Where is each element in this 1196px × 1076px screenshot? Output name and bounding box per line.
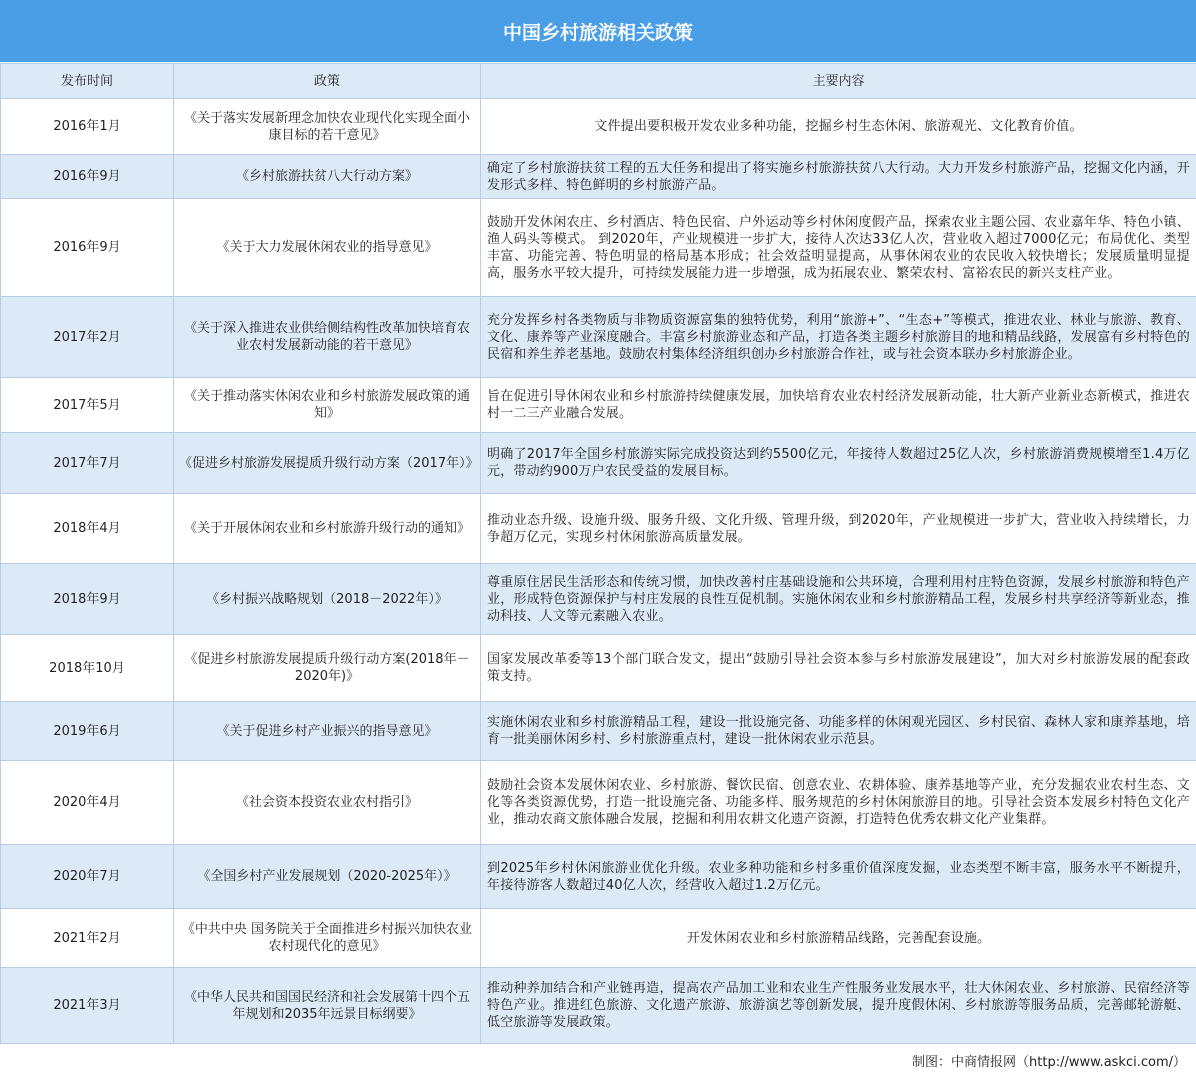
table-row — [1, 702, 1196, 761]
row-date: 2019年6月 — [1, 702, 174, 761]
row-policy: 《中共中央 国务院关于全面推进乡村振兴加快农业农村现代化的意见》 — [174, 909, 481, 968]
row-policy: 《关于开展休闲农业和乡村旅游升级行动的通知》 — [174, 494, 481, 564]
table-row — [1, 968, 1196, 1044]
row-content: 到2025年乡村休闲旅游业优化升级。农业多种功能和乡村多重价值深度发掘，业态类型不断丰富，服务水平不断提升，年接待游客人数超过40亿人次，经营收入超过1.2万亿元。 — [481, 845, 1196, 909]
row-policy: 《关于大力发展休闲农业的指导意见》 — [174, 199, 481, 297]
row-content: 充分发挥乡村各类物质与非物质资源富集的独特优势，利用“旅游+”、“生态+”等模式，推进农业、林业与旅游、教育、文化、康养等产业深度融合。丰富乡村旅游业态和产品，打造各类主题乡村旅游目的地和精品线路，发展富有乡村特色的民宿和养生养老基地。鼓励农村集体经济组织创办乡村旅游合作社，或与社会资本联办乡村旅游企业。 — [481, 297, 1196, 378]
policy-table — [0, 63, 1196, 1044]
row-content: 实施休闲农业和乡村旅游精品工程，建设一批设施完备、功能多样的休闲观光园区、乡村民宿、森林人家和康养基地，培育一批美丽休闲乡村、乡村旅游重点村，建设一批休闲农业示范县。 — [481, 702, 1196, 761]
table-row — [1, 761, 1196, 845]
table-row — [1, 99, 1196, 155]
row-date: 2020年7月 — [1, 845, 174, 909]
row-content: 尊重原住居民生活形态和传统习惯，加快改善村庄基础设施和公共环境，合理利用村庄特色资源，发展乡村旅游和特色产业，形成特色资源保护与村庄发展的良性互促机制。实施休闲农业和乡村旅游精品工程，发展乡村共享经济等新业态，推动科技、人文等元素融入农业。 — [481, 564, 1196, 635]
row-date: 2017年2月 — [1, 297, 174, 378]
row-policy: 《关于推动落实休闲农业和乡村旅游发展政策的通知》 — [174, 378, 481, 433]
table-header-row — [1, 64, 1196, 99]
row-policy: 《乡村振兴战略规划（2018－2022年）》 — [174, 564, 481, 635]
row-date: 2021年3月 — [1, 968, 174, 1044]
row-date: 2020年4月 — [1, 761, 174, 845]
row-content: 明确了2017年全国乡村旅游实际完成投资达到约5500亿元，年接待人数超过25亿人次，乡村旅游消费规模增至1.4万亿元，带动约900万户农民受益的发展目标。 — [481, 433, 1196, 494]
row-date: 2018年4月 — [1, 494, 174, 564]
row-content: 鼓励开发休闲农庄、乡村酒店、特色民宿、户外运动等乡村休闲度假产品，探索农业主题公园、农业嘉年华、特色小镇、渔人码头等模式。 到2020年，产业规模进一步扩大，接待人次达33亿人次，营业收入超过7000亿元；布局优化、类型丰富、功能完善、特色明显的格局基本形成；社会效益明显提高，从事休闲农业的农民收入较快增长；发展质量明显提高，服务水平较大提升，可持续发展能力进一步增强，成为拓展农业、繁荣农村、富裕农民的新兴支柱产业。 — [481, 199, 1196, 297]
header-content: 主要内容 — [481, 64, 1196, 99]
table-row — [1, 635, 1196, 702]
row-policy: 《乡村旅游扶贫八大行动方案》 — [174, 155, 481, 199]
table-row — [1, 845, 1196, 909]
table-row — [1, 494, 1196, 564]
row-policy: 《社会资本投资农业农村指引》 — [174, 761, 481, 845]
row-date: 2017年5月 — [1, 378, 174, 433]
row-policy: 《促进乡村旅游发展提质升级行动方案（2017年）》 — [174, 433, 481, 494]
row-date: 2018年10月 — [1, 635, 174, 702]
row-date: 2017年7月 — [1, 433, 174, 494]
row-content: 开发休闲农业和乡村旅游精品线路，完善配套设施。 — [481, 909, 1196, 968]
row-date: 2016年1月 — [1, 99, 174, 155]
row-content: 鼓励社会资本发展休闲农业、乡村旅游、餐饮民宿、创意农业、农耕体验、康养基地等产业，充分发掘农业农村生态、文化等各类资源优势，打造一批设施完备、功能多样、服务规范的乡村休闲旅游目的地。引导社会资本发展乡村特色文化产业，推动农商文旅体融合发展，挖掘和利用农耕文化遗产资源，打造特色优秀农耕文化产业集群。 — [481, 761, 1196, 845]
row-date: 2016年9月 — [1, 155, 174, 199]
row-policy: 《全国乡村产业发展规划（2020-2025年）》 — [174, 845, 481, 909]
table-row — [1, 378, 1196, 433]
row-content: 文件提出要积极开发农业多种功能，挖掘乡村生态休闲、旅游观光、文化教育价值。 — [481, 99, 1196, 155]
row-date: 2016年9月 — [1, 199, 174, 297]
row-date: 2021年2月 — [1, 909, 174, 968]
table-row — [1, 564, 1196, 635]
row-policy: 《关于促进乡村产业振兴的指导意见》 — [174, 702, 481, 761]
row-content: 旨在促进引导休闲农业和乡村旅游持续健康发展，加快培育农业农村经济发展新动能，壮大新产业新业态新模式，推进农村一二三产业融合发展。 — [481, 378, 1196, 433]
row-policy: 《关于深入推进农业供给侧结构性改革加快培育农业农村发展新动能的若干意见》 — [174, 297, 481, 378]
row-date: 2018年9月 — [1, 564, 174, 635]
row-policy: 《促进乡村旅游发展提质升级行动方案(2018年－2020年)》 — [174, 635, 481, 702]
header-date: 发布时间 — [1, 64, 174, 99]
table-row — [1, 433, 1196, 494]
source-credit: 制图：中商情报网（http://www.askci.com/） — [0, 1044, 1196, 1076]
row-policy: 《关于落实发展新理念加快农业现代化实现全面小康目标的若干意见》 — [174, 99, 481, 155]
table-row — [1, 155, 1196, 199]
table-row — [1, 909, 1196, 968]
row-content: 推动种养加结合和产业链再造，提高农产品加工业和农业生产性服务业发展水平，壮大休闲农业、乡村旅游、民宿经济等特色产业。推进红色旅游、文化遗产旅游、旅游演艺等创新发展，提升度假休闲、乡村旅游等服务品质，完善邮轮游艇、低空旅游等发展政策。 — [481, 968, 1196, 1044]
row-content: 确定了乡村旅游扶贫工程的五大任务和提出了将实施乡村旅游扶贫八大行动。大力开发乡村旅游产品，挖掘文化内涵，开发形式多样、特色鲜明的乡村旅游产品。 — [481, 155, 1196, 199]
row-policy: 《中华人民共和国国民经济和社会发展第十四个五年规划和2035年远景目标纲要》 — [174, 968, 481, 1044]
table-row — [1, 297, 1196, 378]
row-content: 国家发展改革委等13个部门联合发文，提出“鼓励引导社会资本参与乡村旅游发展建设”，加大对乡村旅游发展的配套政策支持。 — [481, 635, 1196, 702]
row-content: 推动业态升级、设施升级、服务升级、文化升级、管理升级，到2020年，产业规模进一步扩大，营业收入持续增长，力争超万亿元，实现乡村休闲旅游高质量发展。 — [481, 494, 1196, 564]
header-policy: 政策 — [174, 64, 481, 99]
table-row — [1, 199, 1196, 297]
page-title: 中国乡村旅游相关政策 — [0, 0, 1196, 63]
